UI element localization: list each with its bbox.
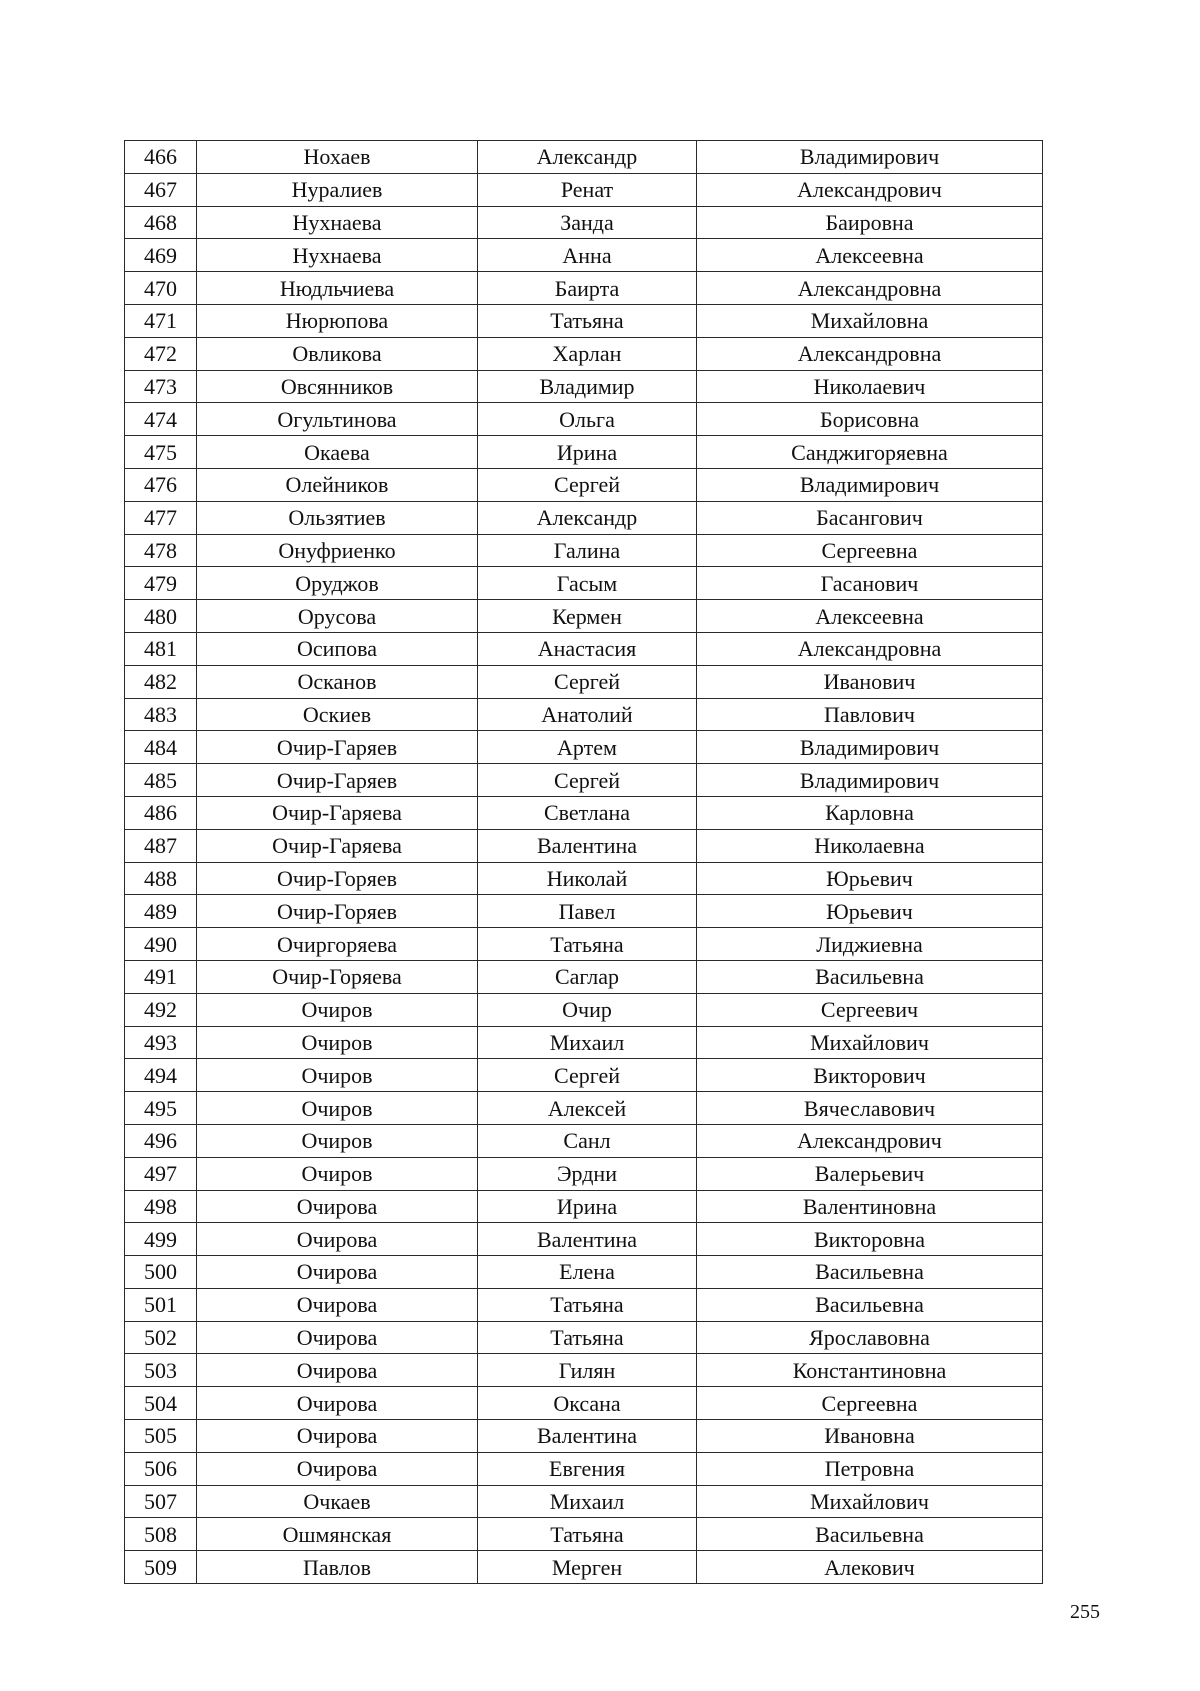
row-number-cell: 471 [125,304,197,337]
last-name-cell: Очиров [197,993,478,1026]
first-name-cell: Ирина [478,1190,697,1223]
row-number-cell: 505 [125,1420,197,1453]
patronymic-cell: Валентиновна [697,1190,1043,1223]
table-row [125,370,1043,403]
first-name-cell: Елена [478,1256,697,1289]
table-row [125,665,1043,698]
last-name-cell: Очирова [197,1420,478,1453]
patronymic-cell: Владимирович [697,764,1043,797]
row-number-cell: 509 [125,1551,197,1584]
first-name-cell: Ренат [478,173,697,206]
table-row [125,403,1043,436]
table-row [125,1256,1043,1289]
row-number-cell: 475 [125,436,197,469]
first-name-cell: Кермен [478,600,697,633]
last-name-cell: Очир-Горяев [197,862,478,895]
first-name-cell: Санл [478,1124,697,1157]
last-name-cell: Овликова [197,337,478,370]
last-name-cell: Очиров [197,1092,478,1125]
table-row [125,632,1043,665]
first-name-cell: Занда [478,206,697,239]
row-number-cell: 466 [125,141,197,174]
patronymic-cell: Александрович [697,173,1043,206]
row-number-cell: 488 [125,862,197,895]
row-number-cell: 472 [125,337,197,370]
table-row [125,337,1043,370]
first-name-cell: Оксана [478,1387,697,1420]
patronymic-cell: Иванович [697,665,1043,698]
patronymic-cell: Гасанович [697,567,1043,600]
first-name-cell: Михаил [478,1485,697,1518]
first-name-cell: Харлан [478,337,697,370]
row-number-cell: 485 [125,764,197,797]
patronymic-cell: Баировна [697,206,1043,239]
last-name-cell: Очир-Гаряева [197,796,478,829]
last-name-cell: Очир-Гаряев [197,764,478,797]
last-name-cell: Оскиев [197,698,478,731]
patronymic-cell: Юрьевич [697,895,1043,928]
first-name-cell: Павел [478,895,697,928]
last-name-cell: Нуралиев [197,173,478,206]
table-row [125,1518,1043,1551]
last-name-cell: Очирова [197,1190,478,1223]
patronymic-cell: Михайловна [697,304,1043,337]
last-name-cell: Очиров [197,1059,478,1092]
first-name-cell: Мерген [478,1551,697,1584]
first-name-cell: Ирина [478,436,697,469]
last-name-cell: Очир-Гаряев [197,731,478,764]
first-name-cell: Алексей [478,1092,697,1125]
patronymic-cell: Алексеевна [697,600,1043,633]
table-row [125,239,1043,272]
first-name-cell: Евгения [478,1452,697,1485]
row-number-cell: 480 [125,600,197,633]
first-name-cell: Анастасия [478,632,697,665]
row-number-cell: 482 [125,665,197,698]
table-row [125,1387,1043,1420]
last-name-cell: Очирова [197,1321,478,1354]
first-name-cell: Ольга [478,403,697,436]
row-number-cell: 467 [125,173,197,206]
last-name-cell: Огультинова [197,403,478,436]
patronymic-cell: Васильевна [697,1288,1043,1321]
last-name-cell: Нухнаева [197,239,478,272]
row-number-cell: 487 [125,829,197,862]
first-name-cell: Михаил [478,1026,697,1059]
first-name-cell: Татьяна [478,1518,697,1551]
table-row [125,501,1043,534]
patronymic-cell: Санджигоряевна [697,436,1043,469]
first-name-cell: Сергей [478,665,697,698]
last-name-cell: Павлов [197,1551,478,1584]
row-number-cell: 498 [125,1190,197,1223]
row-number-cell: 494 [125,1059,197,1092]
patronymic-cell: Павлович [697,698,1043,731]
row-number-cell: 479 [125,567,197,600]
patronymic-cell: Владимирович [697,731,1043,764]
table-row [125,567,1043,600]
last-name-cell: Очиров [197,1124,478,1157]
first-name-cell: Валентина [478,829,697,862]
first-name-cell: Валентина [478,1420,697,1453]
row-number-cell: 477 [125,501,197,534]
row-number-cell: 481 [125,632,197,665]
last-name-cell: Окаева [197,436,478,469]
first-name-cell: Татьяна [478,928,697,961]
last-name-cell: Очиров [197,1157,478,1190]
roster-table [124,140,1043,1584]
table-row [125,1026,1043,1059]
table-row [125,731,1043,764]
patronymic-cell: Алекович [697,1551,1043,1584]
row-number-cell: 492 [125,993,197,1026]
table-row [125,993,1043,1026]
row-number-cell: 491 [125,960,197,993]
row-number-cell: 484 [125,731,197,764]
last-name-cell: Очкаев [197,1485,478,1518]
patronymic-cell: Петровна [697,1452,1043,1485]
patronymic-cell: Александровна [697,337,1043,370]
last-name-cell: Очир-Горяева [197,960,478,993]
table-row [125,1124,1043,1157]
row-number-cell: 483 [125,698,197,731]
first-name-cell: Светлана [478,796,697,829]
table-row [125,1321,1043,1354]
row-number-cell: 470 [125,272,197,305]
patronymic-cell: Басангович [697,501,1043,534]
table-row [125,764,1043,797]
patronymic-cell: Александрович [697,1124,1043,1157]
patronymic-cell: Владимирович [697,468,1043,501]
last-name-cell: Очиров [197,1026,478,1059]
page-number: 255 [1070,1601,1100,1623]
last-name-cell: Нюрюпова [197,304,478,337]
row-number-cell: 502 [125,1321,197,1354]
first-name-cell: Баирта [478,272,697,305]
first-name-cell: Александр [478,141,697,174]
row-number-cell: 508 [125,1518,197,1551]
table-row [125,600,1043,633]
row-number-cell: 490 [125,928,197,961]
row-number-cell: 474 [125,403,197,436]
table-row [125,928,1043,961]
last-name-cell: Нюдльчиева [197,272,478,305]
table-row [125,1551,1043,1584]
table-row [125,1157,1043,1190]
last-name-cell: Очирова [197,1256,478,1289]
patronymic-cell: Ивановна [697,1420,1043,1453]
patronymic-cell: Ярославовна [697,1321,1043,1354]
row-number-cell: 504 [125,1387,197,1420]
row-number-cell: 507 [125,1485,197,1518]
table-row [125,698,1043,731]
first-name-cell: Владимир [478,370,697,403]
first-name-cell: Сергей [478,1059,697,1092]
last-name-cell: Онуфриенко [197,534,478,567]
row-number-cell: 506 [125,1452,197,1485]
patronymic-cell: Викторовна [697,1223,1043,1256]
table-row [125,1092,1043,1125]
first-name-cell: Гасым [478,567,697,600]
patronymic-cell: Борисовна [697,403,1043,436]
patronymic-cell: Александровна [697,632,1043,665]
last-name-cell: Ошмянская [197,1518,478,1551]
last-name-cell: Очир-Гаряева [197,829,478,862]
table-row [125,534,1043,567]
patronymic-cell: Юрьевич [697,862,1043,895]
patronymic-cell: Васильевна [697,1518,1043,1551]
first-name-cell: Анна [478,239,697,272]
table-row [125,468,1043,501]
first-name-cell: Анатолий [478,698,697,731]
table-row [125,796,1043,829]
row-number-cell: 495 [125,1092,197,1125]
patronymic-cell: Николаевич [697,370,1043,403]
row-number-cell: 500 [125,1256,197,1289]
table-row [125,304,1043,337]
patronymic-cell: Сергеевна [697,1387,1043,1420]
row-number-cell: 496 [125,1124,197,1157]
table-row [125,895,1043,928]
table-row [125,862,1043,895]
table-row [125,829,1043,862]
table-row [125,436,1043,469]
last-name-cell: Очирова [197,1288,478,1321]
last-name-cell: Нухнаева [197,206,478,239]
row-number-cell: 476 [125,468,197,501]
first-name-cell: Татьяна [478,1288,697,1321]
patronymic-cell: Валерьевич [697,1157,1043,1190]
first-name-cell: Татьяна [478,304,697,337]
row-number-cell: 478 [125,534,197,567]
first-name-cell: Сергей [478,764,697,797]
patronymic-cell: Вячеславович [697,1092,1043,1125]
patronymic-cell: Лиджиевна [697,928,1043,961]
patronymic-cell: Александровна [697,272,1043,305]
patronymic-cell: Сергеевна [697,534,1043,567]
first-name-cell: Валентина [478,1223,697,1256]
first-name-cell: Очир [478,993,697,1026]
last-name-cell: Нохаев [197,141,478,174]
patronymic-cell: Константиновна [697,1354,1043,1387]
first-name-cell: Александр [478,501,697,534]
row-number-cell: 493 [125,1026,197,1059]
first-name-cell: Эрдни [478,1157,697,1190]
table-row [125,141,1043,174]
row-number-cell: 503 [125,1354,197,1387]
first-name-cell: Татьяна [478,1321,697,1354]
first-name-cell: Саглар [478,960,697,993]
table-row [125,1059,1043,1092]
table-row [125,1420,1043,1453]
row-number-cell: 469 [125,239,197,272]
last-name-cell: Осканов [197,665,478,698]
table-row [125,1485,1043,1518]
last-name-cell: Очирова [197,1387,478,1420]
last-name-cell: Очирова [197,1354,478,1387]
last-name-cell: Ользятиев [197,501,478,534]
last-name-cell: Оруджов [197,567,478,600]
last-name-cell: Очиргоряева [197,928,478,961]
patronymic-cell: Алексеевна [697,239,1043,272]
patronymic-cell: Васильевна [697,960,1043,993]
row-number-cell: 489 [125,895,197,928]
patronymic-cell: Владимирович [697,141,1043,174]
last-name-cell: Осипова [197,632,478,665]
row-number-cell: 486 [125,796,197,829]
patronymic-cell: Викторович [697,1059,1043,1092]
last-name-cell: Очирова [197,1452,478,1485]
first-name-cell: Сергей [478,468,697,501]
patronymic-cell: Сергеевич [697,993,1043,1026]
last-name-cell: Очир-Горяев [197,895,478,928]
patronymic-cell: Карловна [697,796,1043,829]
table-row [125,960,1043,993]
first-name-cell: Галина [478,534,697,567]
patronymic-cell: Васильевна [697,1256,1043,1289]
roster-table-body [125,141,1043,1584]
first-name-cell: Николай [478,862,697,895]
table-row [125,1190,1043,1223]
last-name-cell: Олейников [197,468,478,501]
patronymic-cell: Михайлович [697,1026,1043,1059]
row-number-cell: 497 [125,1157,197,1190]
row-number-cell: 473 [125,370,197,403]
table-row [125,1288,1043,1321]
row-number-cell: 499 [125,1223,197,1256]
table-row [125,1452,1043,1485]
table-row [125,1223,1043,1256]
row-number-cell: 501 [125,1288,197,1321]
last-name-cell: Очирова [197,1223,478,1256]
first-name-cell: Артем [478,731,697,764]
patronymic-cell: Николаевна [697,829,1043,862]
last-name-cell: Овсянников [197,370,478,403]
last-name-cell: Орусова [197,600,478,633]
table-row [125,173,1043,206]
table-row [125,206,1043,239]
patronymic-cell: Михайлович [697,1485,1043,1518]
row-number-cell: 468 [125,206,197,239]
table-row [125,272,1043,305]
table-row [125,1354,1043,1387]
first-name-cell: Гилян [478,1354,697,1387]
